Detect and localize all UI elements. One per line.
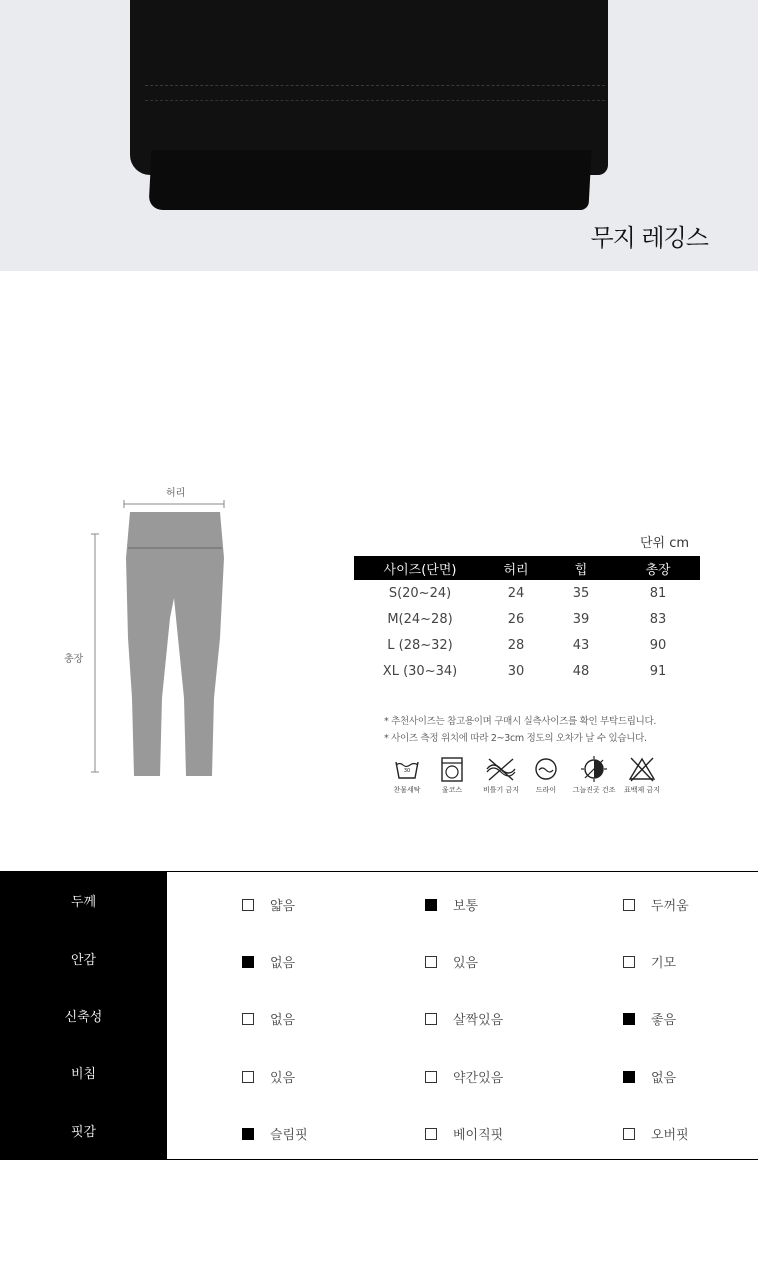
option-label: 기모 bbox=[651, 956, 677, 971]
waist-label: 허리 bbox=[166, 488, 186, 499]
checkbox[interactable] bbox=[425, 899, 437, 911]
care-item bbox=[521, 756, 571, 795]
note-recommend: * 추천사이즈는 참고용이며 구매시 실측사이즈를 확인 부탁드립니다. bbox=[384, 716, 657, 727]
option-none[interactable] bbox=[623, 1067, 676, 1086]
option-label: 두꺼움 bbox=[651, 899, 689, 914]
property-name: 비침 bbox=[0, 1044, 167, 1101]
hand-wash-icon bbox=[394, 756, 420, 782]
option-normal[interactable] bbox=[425, 895, 478, 914]
header-length: 총장 bbox=[616, 556, 700, 580]
cell-waist: 28 bbox=[507, 637, 525, 653]
leggings-hem bbox=[148, 150, 591, 210]
option-none[interactable] bbox=[242, 952, 295, 971]
table-row bbox=[354, 580, 700, 606]
checkbox[interactable] bbox=[623, 1128, 635, 1140]
cell-size: L (28~32) bbox=[387, 637, 453, 653]
option-none[interactable] bbox=[242, 1009, 295, 1028]
cell-length: 91 bbox=[649, 663, 667, 679]
cell-hip: 48 bbox=[572, 663, 590, 679]
care-label: 드라이 bbox=[535, 786, 557, 794]
leggings-silhouette bbox=[88, 498, 238, 788]
care-label: 찬물세탁 bbox=[393, 786, 421, 794]
option-label: 없음 bbox=[270, 1013, 296, 1028]
care-label: 비틀기 금지 bbox=[482, 786, 520, 794]
unit-label: 단위 cm bbox=[640, 536, 690, 551]
header-waist: 허리 bbox=[486, 556, 546, 580]
hem-stitch bbox=[145, 100, 605, 101]
option-yes[interactable] bbox=[425, 952, 478, 971]
cell-hip: 35 bbox=[572, 585, 590, 601]
cell-length: 81 bbox=[649, 585, 667, 601]
checkbox[interactable] bbox=[425, 1128, 437, 1140]
option-label: 베이직핏 bbox=[453, 1128, 504, 1143]
no-wring-icon bbox=[484, 756, 518, 782]
option-label: 약간있음 bbox=[453, 1071, 504, 1086]
checkbox[interactable] bbox=[623, 1013, 635, 1025]
option-label: 오버핏 bbox=[651, 1128, 689, 1143]
cell-waist: 26 bbox=[507, 611, 525, 627]
care-label: 울코스 bbox=[441, 786, 463, 794]
checkbox[interactable] bbox=[242, 899, 254, 911]
checkbox[interactable] bbox=[242, 956, 254, 968]
property-name: 핏감 bbox=[0, 1102, 167, 1159]
option-label: 슬림핏 bbox=[270, 1128, 308, 1143]
checkbox[interactable] bbox=[623, 899, 635, 911]
option-label: 없음 bbox=[270, 956, 296, 971]
size-table-header bbox=[354, 556, 700, 580]
care-item bbox=[617, 756, 667, 795]
shade-dry-icon bbox=[581, 756, 607, 782]
header-hip: 힙 bbox=[546, 556, 616, 580]
option-brushed[interactable] bbox=[623, 952, 676, 971]
table-row bbox=[354, 606, 700, 632]
option-slim-fit[interactable] bbox=[242, 1124, 308, 1143]
care-item bbox=[427, 756, 477, 795]
option-label: 있음 bbox=[453, 956, 479, 971]
no-bleach-icon bbox=[628, 756, 656, 782]
note-tolerance: * 사이즈 측정 위치에 따라 2~3cm 정도의 오차가 날 수 있습니다. bbox=[384, 733, 647, 744]
care-item bbox=[569, 756, 619, 795]
table-row bbox=[354, 632, 700, 658]
cell-size: XL (30~34) bbox=[382, 663, 458, 679]
length-label: 총장 bbox=[64, 654, 84, 665]
leggings-fabric bbox=[130, 0, 608, 175]
cell-length: 90 bbox=[649, 637, 667, 653]
property-name: 안감 bbox=[0, 929, 167, 986]
option-thin[interactable] bbox=[242, 895, 295, 914]
table-row bbox=[354, 658, 700, 684]
option-over-fit[interactable] bbox=[623, 1124, 689, 1143]
checkbox[interactable] bbox=[623, 956, 635, 968]
property-name: 두께 bbox=[0, 872, 167, 929]
option-good[interactable] bbox=[623, 1009, 676, 1028]
cell-size: S(20~24) bbox=[388, 585, 452, 601]
option-label: 얇음 bbox=[270, 899, 296, 914]
wool-course-icon bbox=[439, 756, 465, 782]
checkbox[interactable] bbox=[425, 1013, 437, 1025]
cell-size: M(24~28) bbox=[387, 611, 453, 627]
cell-length: 83 bbox=[649, 611, 667, 627]
checkbox[interactable] bbox=[242, 1071, 254, 1083]
care-label: 그늘진곳 건조 bbox=[572, 786, 616, 794]
tumble-dry-icon bbox=[533, 756, 559, 782]
cell-hip: 39 bbox=[572, 611, 590, 627]
cell-waist: 24 bbox=[507, 585, 525, 601]
option-slight[interactable] bbox=[425, 1009, 503, 1028]
checkbox[interactable] bbox=[425, 956, 437, 968]
option-label: 살짝있음 bbox=[453, 1013, 504, 1028]
header-size: 사이즈(단면) bbox=[354, 556, 486, 580]
option-slight[interactable] bbox=[425, 1067, 503, 1086]
checkbox[interactable] bbox=[242, 1128, 254, 1140]
option-label: 보통 bbox=[453, 899, 479, 914]
option-label: 없음 bbox=[651, 1071, 677, 1086]
option-yes[interactable] bbox=[242, 1067, 295, 1086]
property-name: 신축성 bbox=[0, 987, 167, 1044]
checkbox[interactable] bbox=[623, 1071, 635, 1083]
svg-text:30: 30 bbox=[403, 768, 411, 774]
cell-hip: 43 bbox=[572, 637, 590, 653]
option-label: 좋음 bbox=[651, 1013, 677, 1028]
care-item bbox=[476, 756, 526, 795]
care-item bbox=[382, 756, 432, 795]
checkbox[interactable] bbox=[242, 1013, 254, 1025]
size-table bbox=[354, 556, 700, 684]
option-basic-fit[interactable] bbox=[425, 1124, 503, 1143]
product-title: 무지 레깅스 bbox=[590, 224, 708, 252]
cell-waist: 30 bbox=[507, 663, 525, 679]
product-photo bbox=[0, 0, 758, 271]
care-label: 표백제 금지 bbox=[623, 786, 661, 794]
checkbox[interactable] bbox=[425, 1071, 437, 1083]
option-thick[interactable] bbox=[623, 895, 689, 914]
hem-stitch bbox=[145, 85, 605, 86]
option-label: 있음 bbox=[270, 1071, 296, 1086]
